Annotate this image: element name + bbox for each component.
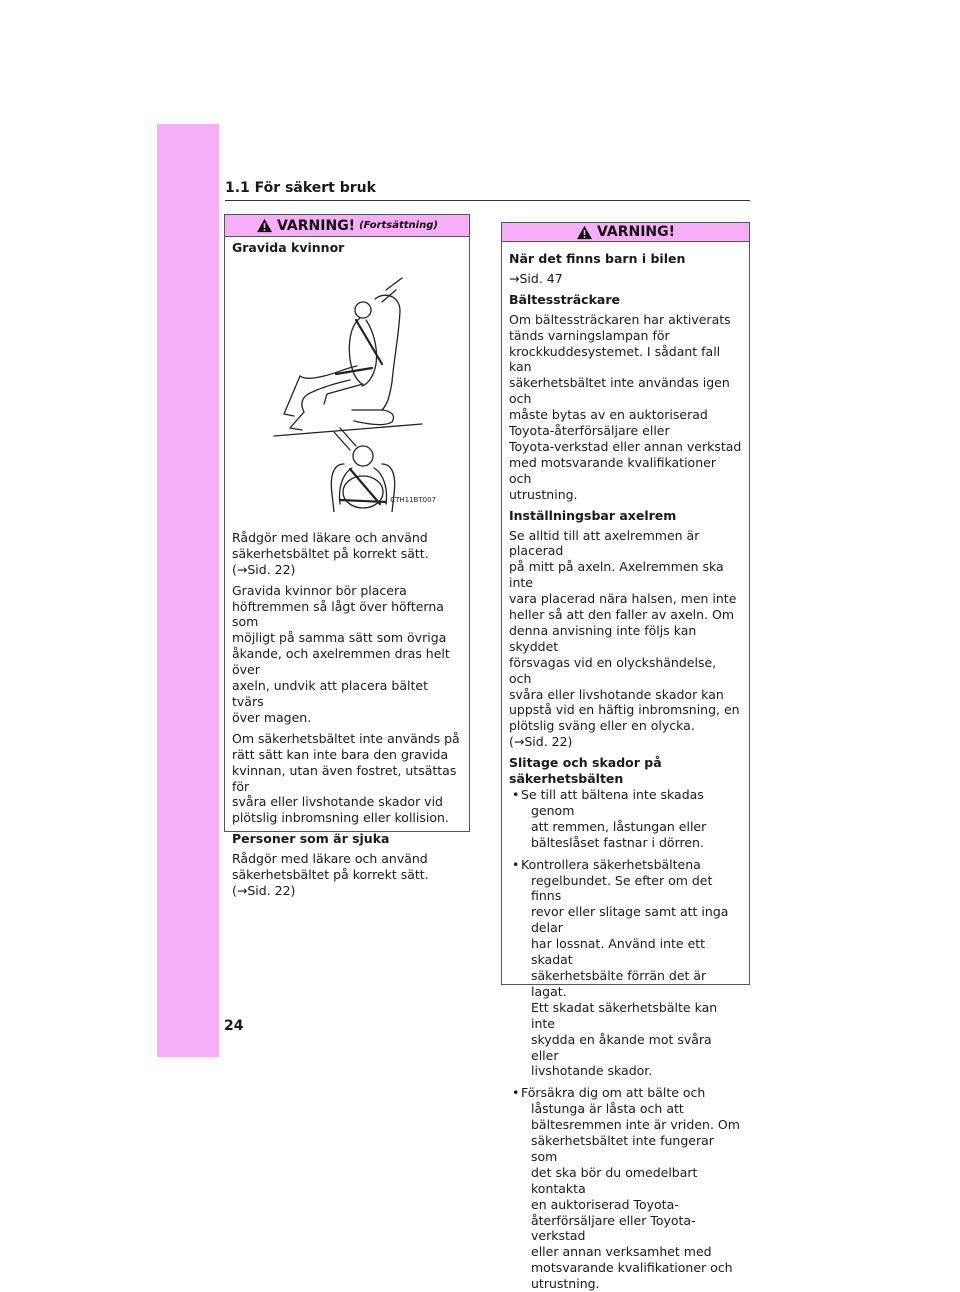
paragraph-fetus-risk	[232, 731, 462, 826]
list-item	[509, 857, 742, 1080]
text-line: försvagas vid en olyckshändelse, och	[509, 654, 717, 686]
text-line: heller så att den faller av axeln. Om	[509, 607, 735, 623]
paragraph-consult	[232, 530, 462, 578]
figure-code: CTH11BT007	[390, 496, 436, 504]
text-line: skydda en åkande mot svåra eller	[531, 1031, 712, 1063]
text-line: Gravida kvinnor bör placera	[232, 582, 407, 598]
text-line: att remmen, låstungan eller	[531, 818, 707, 834]
text-line: återförsäljare eller Toyota-verkstad	[531, 1212, 696, 1244]
text-line: Om bältessträckaren har aktiverats	[509, 311, 731, 327]
text-line: säkerhetsbältet inte fungerar som	[531, 1133, 714, 1164]
text-line: säkerhetsbältet på korrekt sätt.	[232, 867, 429, 883]
text-line: med motsvarande kvalifikationer och	[509, 454, 716, 486]
warning-header	[502, 223, 749, 242]
paragraph-belt-position	[232, 583, 462, 726]
warning-header	[225, 215, 469, 237]
heading-wear-and-damage: Slitage och skador på säkerhetsbälten	[509, 755, 662, 787]
text-line: Toyota-verkstad eller annan verkstad	[509, 438, 742, 454]
side-tab-strip	[157, 124, 219, 1057]
text-line: Rådgör med läkare och använd	[232, 529, 428, 545]
text-line: kvinnan, utan även fostret, utsättas för	[232, 762, 457, 794]
heading-children-in-car: När det finns barn i bilen	[509, 251, 686, 266]
text-line: Om säkerhetsbältet inte används på	[232, 730, 460, 746]
page-reference-link[interactable]: →Sid. 47	[509, 270, 563, 286]
text-line: eller annan verksamhet med	[531, 1244, 712, 1260]
warning-triangle-icon	[576, 225, 593, 240]
warning-content	[502, 242, 749, 1292]
page-reference-link[interactable]: (→Sid. 22)	[232, 561, 296, 577]
text-line: möjligt på samma sätt som övriga	[232, 630, 447, 646]
text-line: Ett skadat säkerhetsbälte kan inte	[531, 999, 718, 1031]
text-line: Kontrollera säkerhetsbältena	[521, 856, 701, 872]
text-line: motsvarande kvalifikationer och	[531, 1260, 733, 1276]
text-line: det ska bör du omedelbart kontakta	[531, 1164, 698, 1196]
warning-content	[225, 237, 469, 899]
seatbelt-figure	[232, 264, 464, 512]
text-line: axeln, undvik att placera bältet tvärs	[232, 678, 428, 709]
text-line: en auktoriserad Toyota-	[531, 1196, 679, 1212]
page-number: 24	[224, 1018, 244, 1034]
text-line: livshotande skador.	[531, 1063, 653, 1079]
text-line: denna anvisning inte följs kan skyddet	[509, 622, 697, 654]
section-divider	[225, 200, 750, 201]
paragraph-shoulder-belt	[509, 528, 742, 751]
text-line: över magen.	[232, 709, 312, 725]
text-line: åkande, och axelremmen dras helt över	[232, 646, 450, 678]
text-line: säkerhetsbältet inte användas igen och	[509, 375, 730, 407]
heading-sick-persons: Personer som är sjuka	[232, 831, 390, 847]
text-line: har lossnat. Använd inte ett skadat	[531, 936, 706, 968]
page-reference-link[interactable]: (→Sid. 22)	[509, 734, 573, 750]
text-line: uppstå vid en häftig inbromsning, en	[509, 702, 740, 718]
bullet-list	[509, 787, 742, 1292]
text-line: säkerhetsbälte förrän det är lagat.	[531, 967, 707, 999]
warning-box	[501, 222, 750, 1292]
paragraph-pretensioner	[509, 312, 742, 503]
text-line: svåra eller livshotande skador vid	[232, 794, 443, 810]
bullet-icon: •	[512, 856, 520, 872]
warning-subtitle: (Fortsättning)	[359, 220, 438, 231]
text-line: höftremmen så lågt över höfterna som	[232, 598, 444, 630]
text-line: rätt sätt kan inte bara den gravida	[232, 746, 449, 762]
text-line: plötslig inbromsning eller kollision.	[232, 810, 449, 826]
text-line: vara placerad nära halsen, men inte	[509, 591, 737, 607]
text-line: plötslig sväng eller en olycka.	[509, 718, 695, 734]
text-line: svåra eller livshotande skador kan	[509, 686, 724, 702]
text-line: regelbundet. Se efter om det finns	[531, 872, 713, 904]
heading-pregnant-women: Gravida kvinnor	[232, 240, 345, 255]
text-line: Rådgör med läkare och använd	[232, 851, 428, 867]
text-line: låstunga är låsta och att	[531, 1101, 684, 1117]
heading-adjustable-shoulder-belt: Inställningsbar axelrem	[509, 507, 677, 523]
warning-title: VARNING!	[596, 224, 676, 240]
text-line: Försäkra dig om att bälte och	[521, 1085, 706, 1101]
paragraph-consult-sick	[232, 851, 462, 899]
text-line: utrustning.	[531, 1276, 600, 1292]
text-line: bältesremmen inte är vriden. Om	[531, 1117, 740, 1133]
text-line: måste bytas av en auktoriserad	[509, 407, 708, 423]
list-item	[509, 1085, 742, 1292]
bullet-icon: •	[512, 1085, 520, 1101]
text-line: Se till att bältena inte skadas genom	[521, 787, 704, 818]
text-line: bälteslåset fastnar i dörren.	[531, 834, 704, 850]
heading-pretensioner: Bältessträckare	[509, 291, 620, 307]
text-line: krockkuddesystemet. I sådant fall kan	[509, 343, 721, 375]
section-title: 1.1 För säkert bruk	[225, 180, 376, 196]
text-line: revor eller slitage samt att inga delar	[531, 904, 729, 936]
warning-box-continued	[224, 214, 470, 898]
list-item	[509, 787, 742, 851]
text-line: Se alltid till att axelremmen är placerad	[509, 527, 700, 559]
text-line: tänds varningslampan för	[509, 327, 670, 343]
text-line: utrustning.	[509, 486, 578, 502]
text-line: Toyota-återförsäljare eller	[509, 423, 670, 439]
warning-title: VARNING!	[277, 217, 356, 234]
page-reference-link[interactable]: (→Sid. 22)	[232, 882, 296, 898]
text-line: säkerhetsbältet på korrekt sätt.	[232, 545, 429, 561]
bullet-icon: •	[512, 787, 520, 802]
text-line: på mitt på axeln. Axelremmen ska inte	[509, 559, 724, 591]
warning-triangle-icon	[256, 218, 273, 233]
pregnant-woman-seatbelt-illustration	[232, 264, 462, 512]
